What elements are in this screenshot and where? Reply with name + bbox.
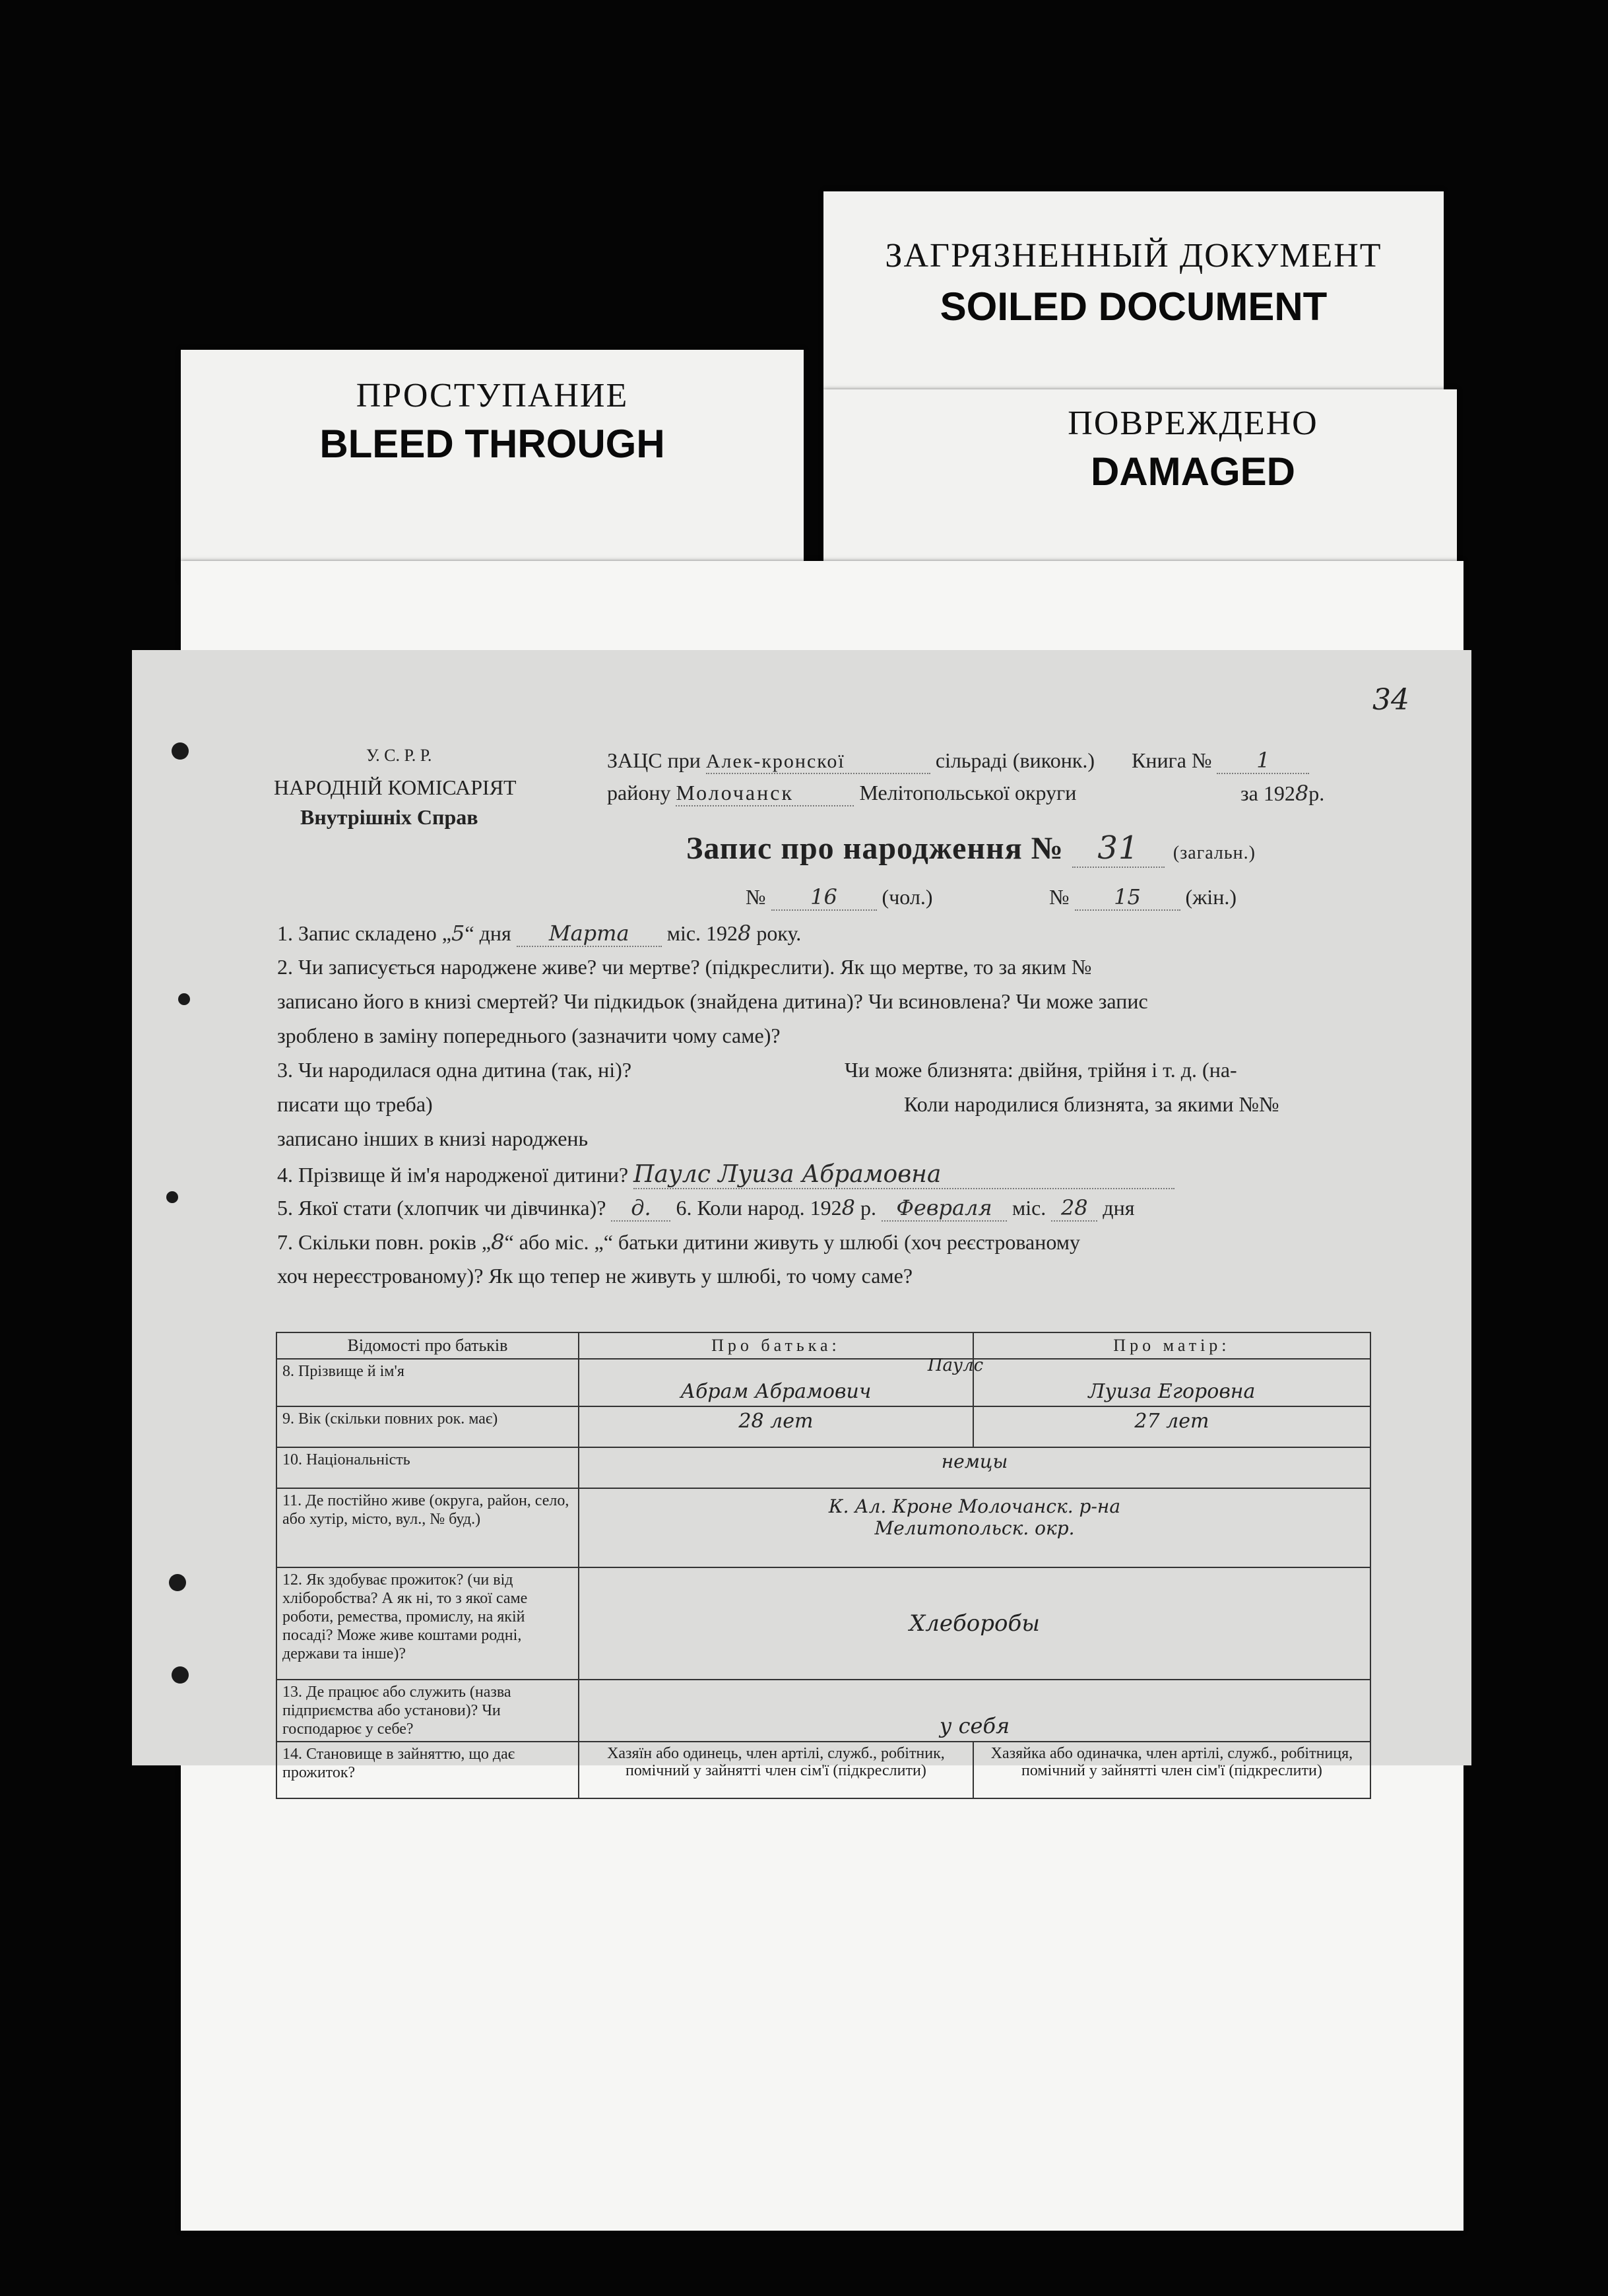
zags-line (607, 748, 1309, 774)
parents-table (276, 1332, 1371, 1799)
birth-date-text: міс. (1012, 1196, 1046, 1220)
mother-age: 27 лет (973, 1406, 1370, 1447)
child-name: Паулс Луиза Абрамовна (633, 1161, 1174, 1189)
book-value: 1 (1217, 748, 1309, 774)
zags-prefix: ЗАЦС при (607, 748, 701, 772)
year-value: 8 (1295, 781, 1309, 806)
male-number: 16 (771, 884, 877, 911)
row-label: 14. Становище в зайняттю, що дає прожиток? (276, 1742, 579, 1798)
workplace: у себя (579, 1680, 1370, 1742)
record-title-line (686, 830, 1256, 868)
bleed-label-ru: ПРОСТУПАНИЕ (356, 377, 629, 414)
header-father: Про батька: (579, 1332, 973, 1359)
record-month: Марта (517, 921, 662, 947)
line-2b: записано його в книзі смертей? Чи підкидьок (знайдена дитина)? Чи всиновлена? Чи може запис (277, 989, 1148, 1013)
row-label: 11. Де постійно живе (округа, район, село, або хутір, місто, вул., № буд.) (276, 1488, 579, 1567)
line-1-text: 1. Запис складено „ (277, 921, 451, 945)
line-1 (277, 921, 801, 947)
line-4 (277, 1161, 1174, 1189)
row-label: 10. Національність (276, 1447, 579, 1488)
line-2: 2. Чи записується народжене живе? чи мертве? (підкреслити). Як що мертве, то за яким № (277, 955, 1092, 979)
line-3: 3. Чи народилася одна дитина (так, ні)? (277, 1058, 632, 1082)
line-3e: записано інших в книзі народжень (277, 1127, 589, 1150)
table-row (276, 1359, 1370, 1406)
occupation: Хлеборобы (579, 1567, 1370, 1680)
archive-number: 34 (1372, 683, 1409, 717)
male-number-line (746, 884, 932, 911)
table-row (276, 1567, 1370, 1680)
table-row (276, 1447, 1370, 1488)
internal-affairs-header: Внутрішніх Справ (300, 805, 478, 829)
row-label: 9. Вік (скільки повних рок. має) (276, 1406, 579, 1447)
punch-hole (178, 993, 190, 1005)
line-7-text: “ або міс. „ (504, 1230, 604, 1254)
child-name-label: 4. Прізвище й ім'я народженої дитини? (277, 1163, 629, 1187)
soiled-label-en: SOILED DOCUMENT (940, 284, 1328, 329)
birth-year: 8 (841, 1195, 855, 1220)
record-general: (загальн.) (1173, 843, 1256, 863)
damaged-label-ru: ПОВРЕЖДЕНО (1068, 405, 1318, 442)
table-row (276, 1406, 1370, 1447)
district-prefix: району (607, 781, 671, 804)
male-label: (чол.) (882, 885, 933, 909)
line-3d: Коли народилися близнята, за якими №№ (904, 1092, 1279, 1116)
ussr-header: У. С. Р. Р. (366, 746, 432, 765)
birth-date-label: 6. Коли народ. 192 (676, 1196, 842, 1220)
birth-date-text: р. (860, 1196, 876, 1220)
line-3c: писати що треба) (277, 1092, 433, 1116)
no-label: № (746, 885, 766, 909)
record-number: 31 (1072, 830, 1165, 868)
child-sex: д. (611, 1195, 670, 1222)
father-status: Хазяїн або одинець, член артілі, служб., робітник, помічний у зайнятті член сім'ї (підкреслити) (579, 1742, 973, 1798)
surname-note: Паулс (927, 1356, 984, 1375)
nationality: немцы (579, 1447, 1370, 1488)
record-year: 8 (738, 921, 752, 946)
line-7-text: “ батьки дитини живуть у шлюбі (хоч реєстрованому (603, 1230, 1080, 1254)
header-mother: Про матір: (973, 1332, 1370, 1359)
bleed-label-en: BLEED THROUGH (319, 422, 665, 466)
line-1-text: міс. 192 (666, 921, 738, 945)
row-label: 13. Де працює або служить (назва підприємства або установи)? Чи господарює у себе? (276, 1680, 579, 1742)
line-1-text: року. (756, 921, 802, 945)
no-label: № (1049, 885, 1070, 909)
marriage-years: 8 (491, 1230, 505, 1255)
mother-name-text: Луиза Егоровна (1088, 1380, 1256, 1403)
commissariat-header: НАРОДНІЙ КОМІСАРІЯТ (274, 775, 517, 799)
line-1-text: “ дня (465, 921, 511, 945)
table-row (276, 1742, 1370, 1798)
punch-hole (169, 1574, 186, 1591)
father-age: 28 лет (579, 1406, 973, 1447)
district-value: Молочанск (676, 781, 854, 806)
row-label: 12. Як здобуває прожиток? (чи від хліборобства? А як ні, то з якої саме роботи, ремества, промислу, на якій посаді? Може живе коштами родні, держави та інше)? (276, 1567, 579, 1680)
soiled-document-card (823, 191, 1444, 389)
female-number-line (1049, 884, 1237, 911)
year-line (1240, 781, 1324, 806)
year-suffix: р. (1308, 781, 1325, 805)
table-header (276, 1332, 1370, 1359)
table-row (276, 1488, 1370, 1567)
table-row (276, 1680, 1370, 1742)
female-number: 15 (1075, 884, 1180, 911)
punch-hole (172, 742, 189, 760)
sex-label: 5. Якої стати (хлопчик чи дівчинка)? (277, 1196, 606, 1220)
damaged-card (823, 389, 1457, 587)
mother-name (927, 1356, 1370, 1406)
record-day: 5 (451, 921, 465, 946)
line-7d: хоч нереєстрованому)? Як що тепер не живуть у шлюбі, то чому саме? (277, 1264, 913, 1288)
line-2c: зроблено в заміну попереднього (зазначити чому саме)? (277, 1024, 781, 1047)
line-5-6 (277, 1195, 1134, 1222)
zags-suffix: сільраді (виконк.) (935, 748, 1095, 772)
line-7-text: 7. Скільки повн. років „ (277, 1230, 492, 1254)
father-name: Абрам Абрамович (579, 1359, 973, 1406)
district-suffix: Мелітопольської округи (859, 781, 1077, 804)
header-info: Відомості про батьків (276, 1332, 579, 1359)
line-7 (277, 1230, 1080, 1255)
soiled-label-ru: ЗАГРЯЗНЕННЫЙ ДОКУМЕНТ (885, 237, 1382, 275)
punch-hole (166, 1191, 178, 1203)
residence: К. Ал. Кроне Молочанск. р-на Мелитопольск. окр. (579, 1488, 1370, 1567)
punch-hole (172, 1666, 189, 1684)
record-title: Запис про народження № (686, 831, 1064, 866)
mother-status: Хазяйка або одиначка, член артілі, служб., робітниця, помічний у зайнятті член сім'ї (підкреслити) (973, 1742, 1370, 1798)
book-label: Книга № (1132, 748, 1212, 772)
zags-value: Алек-кронскої (706, 750, 930, 774)
bleed-through-card (181, 350, 804, 581)
birth-day: 28 (1051, 1195, 1097, 1222)
line-3b: Чи може близнята: двійня, трійня і т. д. (на- (845, 1058, 1237, 1082)
row-label: 8. Прізвище й ім'я (276, 1359, 579, 1406)
birth-date-text: дня (1103, 1196, 1135, 1220)
birth-month: Февраля (882, 1195, 1007, 1222)
damaged-label-en: DAMAGED (1091, 449, 1295, 494)
district-line (607, 781, 1076, 806)
female-label: (жін.) (1185, 885, 1237, 909)
year-label: за 192 (1240, 781, 1295, 805)
